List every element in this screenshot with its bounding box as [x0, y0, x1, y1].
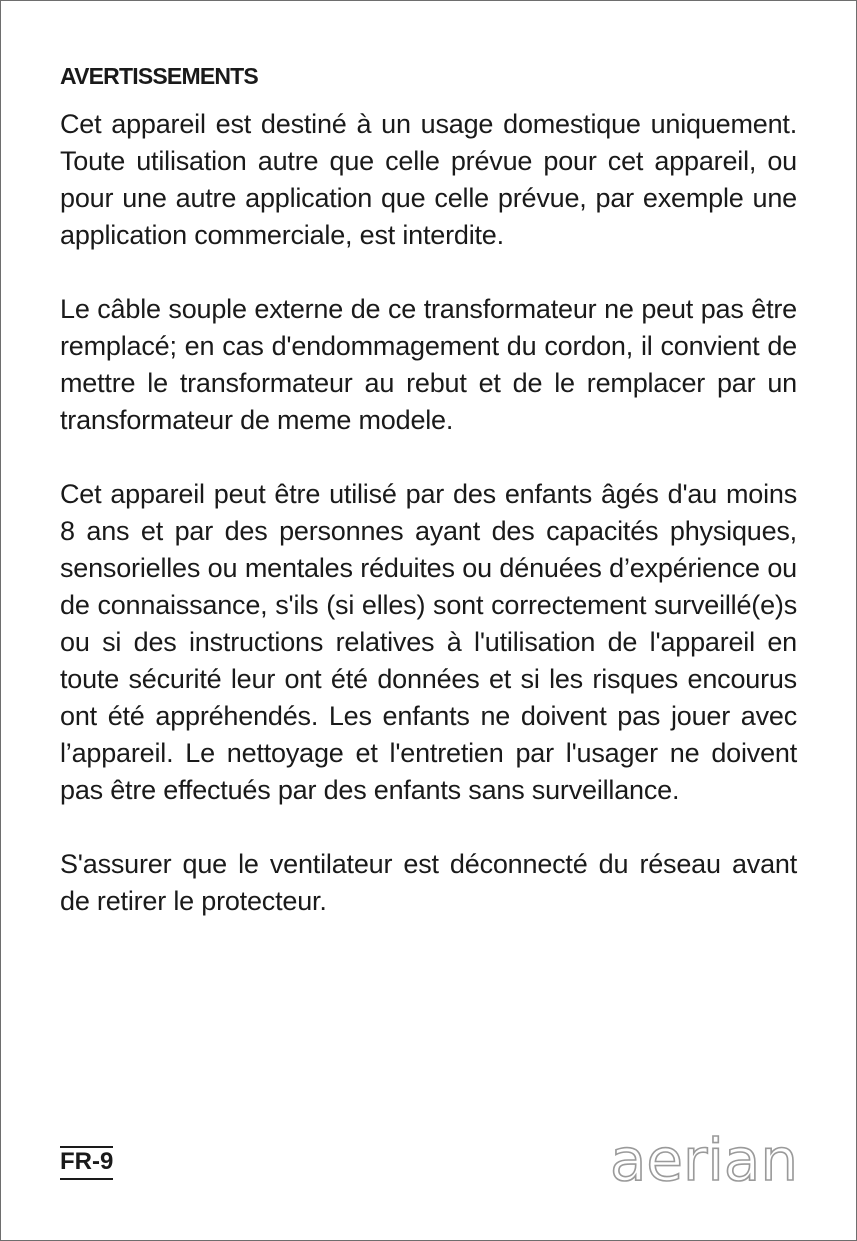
page-title: AVERTISSEMENTS	[60, 63, 258, 89]
paragraph-children-safety: Cet appareil peut être utilisé par des enfants âgés d'au moins 8 ans et par des personnes ayant des capacités physiques, sensorielles ou mentales réduites ou dénuées d’expérience ou de connaissance, s'ils (si elles) sont correctement surveillé(e)s ou si des instructions relatives à l'utilisation de l'appareil en toute sécurité leur ont été données et si les risques encourus ont été appréhendés. Les enfants ne doivent pas jouer avec l’appareil. Le nettoyage et l'entretien par l'usager ne doivent pas être effectués par des enfants sans surveillance.	[60, 479, 797, 805]
logo-text: aerian	[610, 1134, 798, 1190]
paragraph-domestic-use: Cet appareil est destiné à un usage domestique uniquement. Toute utilisation autre que celle prévue pour cet appareil, ou pour une autre application que celle prévue, par exemple une application commerciale, est interdite.	[60, 109, 797, 250]
page-number: FR-9	[60, 1146, 113, 1180]
document-body	[60, 60, 797, 957]
aerian-logo	[610, 1134, 800, 1190]
paragraph-cable-warning: Le câble souple externe de ce transformateur ne peut pas être remplacé; en cas d'endommagement du cordon, il convient de mettre le transformateur au rebut et de le remplacer par un transformateur de meme modele.	[60, 294, 797, 435]
paragraph-disconnect-warning: S'assurer que le ventilateur est déconnecté du réseau avant de retirer le protecteur.	[60, 849, 797, 916]
